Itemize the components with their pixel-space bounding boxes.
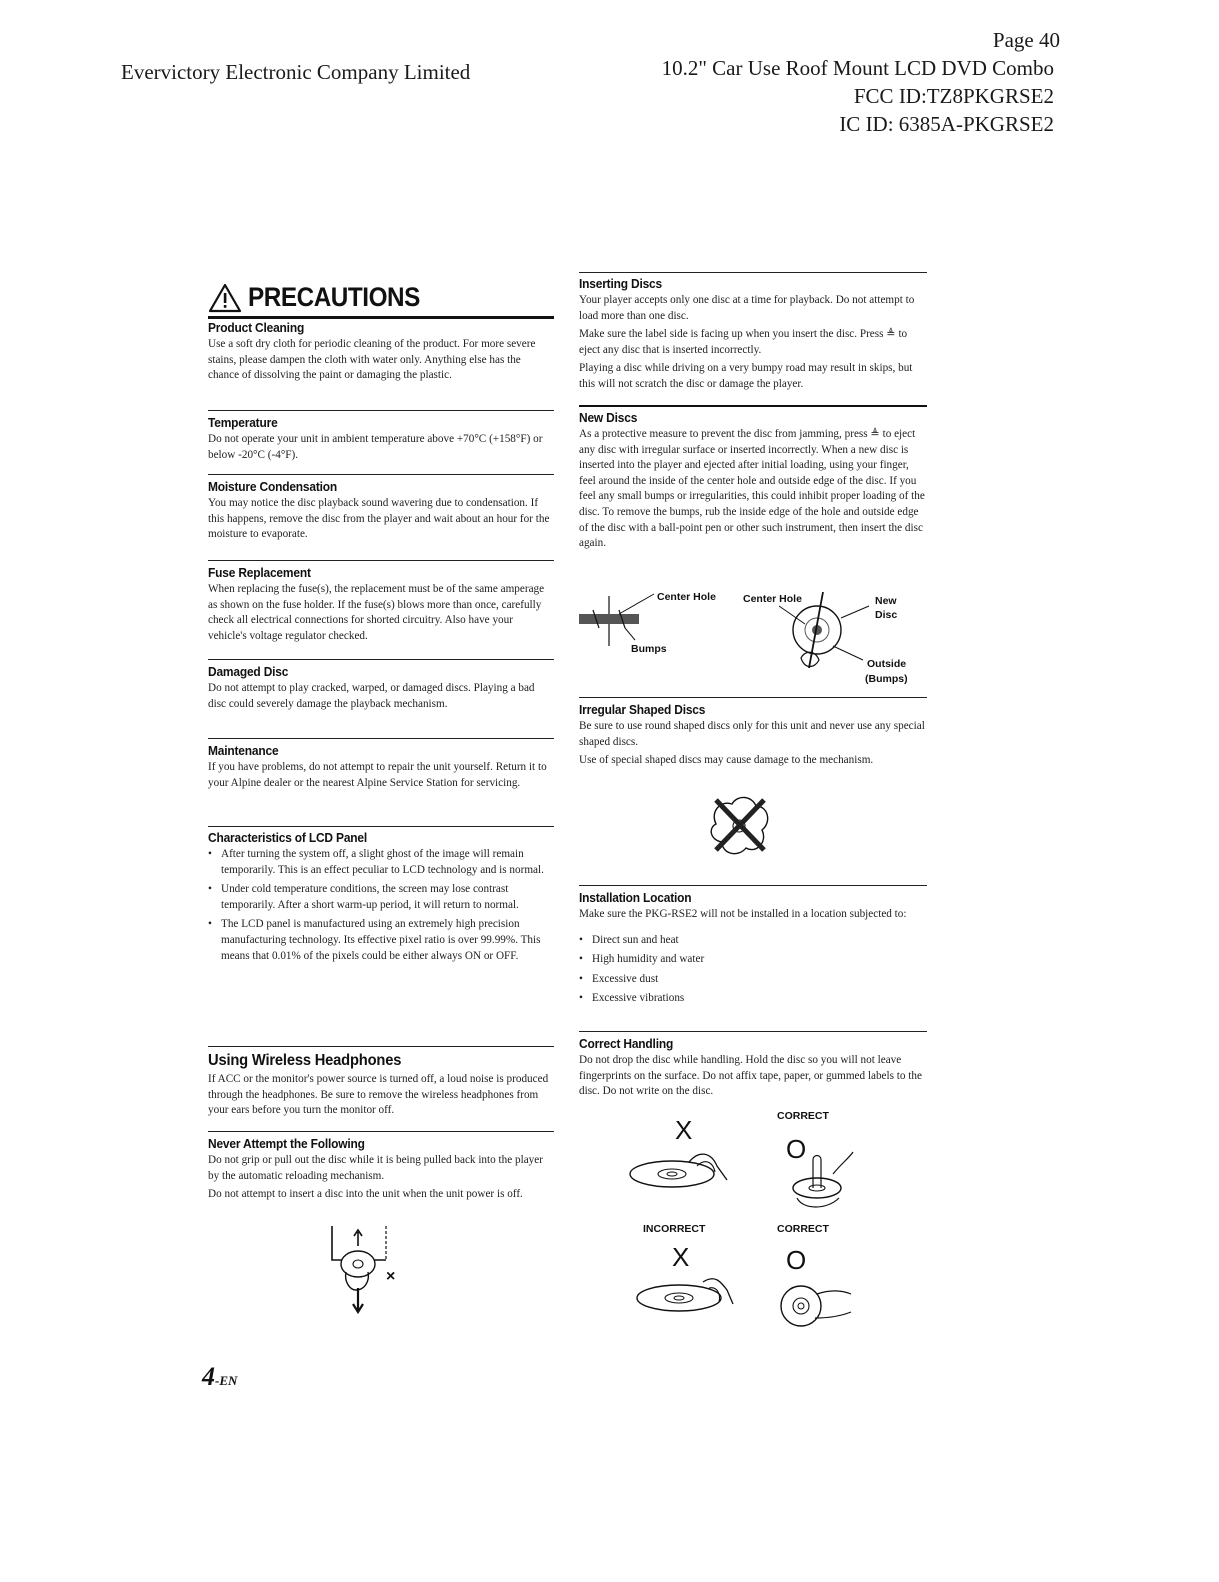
footer-suffix: -EN: [215, 1373, 238, 1388]
x-mark: ×: [386, 1268, 396, 1285]
section-heading: Temperature: [208, 415, 278, 430]
section-new-discs: [579, 410, 927, 552]
section-heading: Product Cleaning: [208, 320, 305, 335]
divider: [579, 885, 927, 886]
divider: [579, 1031, 927, 1032]
section-maintenance: [208, 743, 554, 791]
correct-o-mark: O: [786, 1134, 807, 1164]
divider: [208, 1046, 554, 1047]
section-fuse-replacement: [208, 565, 554, 644]
section-text: If ACC or the monitor's power source is turned off, a loud noise is produced through the headphones. Be sure to remove the wireless headphones from your ears before you turn the monitor off.: [208, 1073, 549, 1117]
precautions-title: [208, 282, 439, 313]
section-heading: Inserting Discs: [579, 276, 662, 291]
list-item: • Excessive vibrations: [579, 991, 927, 1007]
section-damaged-disc: [208, 664, 554, 712]
new-label: New: [875, 595, 897, 607]
section-text: You may notice the disc playback sound wavering due to condensation. If this happens, remove the disc from the player and wait about an hour for the moisture to evaporate.: [208, 497, 550, 541]
list-item: • High humidity and water: [579, 952, 927, 968]
page-title: PRECAUTIONS: [248, 282, 420, 312]
bumps-paren-label: (Bumps): [865, 673, 908, 685]
correct-label: CORRECT: [777, 1110, 829, 1122]
correct-label: CORRECT: [777, 1223, 829, 1235]
section-installation-location: [579, 890, 927, 1011]
page-footer-number: [202, 1362, 237, 1392]
center-hole-label: Center Hole: [743, 593, 802, 605]
installation-list: [579, 933, 927, 1007]
divider: [208, 659, 554, 660]
list-item: • After turning the system off, a slight ghost of the image will remain temporarily. This is an effect peculiar to LCD technology and is normal.: [208, 847, 554, 878]
list-item: • Excessive dust: [579, 972, 927, 988]
center-hole-label: Center Hole: [657, 591, 716, 603]
divider: [579, 272, 927, 273]
section-text: When replacing the fuse(s), the replacement must be of the same amperage as shown on the fuse holder. If the fuse(s) blows more than once, carefully check all electrical connections for shorted circuitry. Also have your vehicle's voltage regulator checked.: [208, 583, 545, 642]
section-text: Do not operate your unit in ambient temperature above +70°C (+158°F) or below -20°C (-4°F).: [208, 433, 543, 461]
page-number: Page 40: [992, 28, 1060, 52]
product-title: 10.2" Car Use Roof Mount LCD DVD Combo: [661, 56, 1054, 80]
section-text: Make sure the label side is facing up when you insert the disc. Press ≜ to eject any disc that is inserted incorrectly.: [579, 328, 908, 356]
section-text: Use a soft dry cloth for periodic cleaning of the product. For more severe stains, please dampen the cloth with water only. Anything else has the chance of dissolving the paint or damaging the plastic.: [208, 338, 536, 382]
document-header-right: [661, 26, 1060, 138]
divider: [579, 697, 927, 698]
irregular-disc-crossed-icon: [704, 790, 774, 860]
section-text: Playing a disc while driving on a very bumpy road may result in skips, but this will not scratch the disc or damage the player.: [579, 362, 913, 390]
incorrect-x-mark: X: [672, 1242, 690, 1272]
section-text: Do not grip or pull out the disc while it is being pulled back into the player by the automatic reloading mechanism.: [208, 1154, 543, 1182]
divider: [579, 405, 927, 407]
section-text: Do not attempt to insert a disc into the unit when the unit power is off.: [208, 1188, 523, 1201]
section-heading: Using Wireless Headphones: [208, 1052, 402, 1069]
incorrect-x-mark: X: [675, 1115, 693, 1145]
outside-label: Outside: [867, 658, 907, 670]
section-never-attempt: [208, 1136, 554, 1203]
section-wireless-headphones: [208, 1052, 554, 1119]
section-heading: Damaged Disc: [208, 664, 289, 679]
divider: [208, 560, 554, 561]
list-item: • The LCD panel is manufactured using an extremely high precision manufacturing technology. Its effective pixel ratio is over 99.99%. This means that 0.01% of the pixels could be either always ON or OFF.: [208, 917, 554, 964]
disc-handling-illustration-top: [627, 1144, 857, 1214]
section-heading: Fuse Replacement: [208, 565, 311, 580]
divider: [208, 1131, 554, 1132]
list-item: • Under cold temperature conditions, the screen may lose contrast temporarily. After a short warm-up period, it will return to normal.: [208, 882, 554, 913]
section-temperature: [208, 415, 554, 463]
section-irregular-discs: [579, 702, 927, 769]
section-moisture-condensation: [208, 479, 554, 543]
section-heading: Moisture Condensation: [208, 479, 338, 494]
section-text: If you have problems, do not attempt to repair the unit yourself. Return it to your Alpine dealer or the nearest Alpine Service Station for servicing.: [208, 761, 547, 789]
lcd-list: [208, 847, 554, 964]
section-text: Be sure to use round shaped discs only for this unit and never use any special shaped discs.: [579, 720, 925, 748]
list-item: • Direct sun and heat: [579, 933, 927, 949]
section-heading: Maintenance: [208, 743, 279, 758]
section-lcd-characteristics: [208, 830, 554, 968]
section-heading: Irregular Shaped Discs: [579, 702, 706, 717]
section-heading: New Discs: [579, 410, 638, 425]
warning-triangle-icon: [208, 283, 242, 313]
section-heading: Installation Location: [579, 890, 692, 905]
correct-o-mark: O: [786, 1245, 807, 1275]
title-divider: [208, 316, 554, 319]
section-text: As a protective measure to prevent the disc from jamming, press ≜ to eject any disc with irregular surface or inserted incorrectly. When a new disc is inserted into the player and ejected after initial loading, using your finger, feel around the inside of the center hole and outside edge of the disc. If you feel any small bumps or irregularities, this could inhibit proper loading of the disc. To remove the bumps, rub the inside edge of the hole and outside edge of the disc with a ball-point pen or other such instrument, then insert the disc again.: [579, 428, 925, 550]
section-heading: Never Attempt the Following: [208, 1136, 365, 1151]
section-heading: Characteristics of LCD Panel: [208, 830, 368, 845]
bumps-label: Bumps: [631, 643, 667, 655]
disc-label: Disc: [875, 609, 898, 621]
footer-page-number: 4: [202, 1362, 215, 1391]
disc-handling-illustration-bottom: [623, 1268, 863, 1332]
fcc-id: FCC ID:TZ8PKGRSE2: [853, 84, 1054, 108]
company-name: Evervictory Electronic Company Limited: [121, 60, 471, 84]
ic-id: IC ID: 6385A-PKGRSE2: [839, 112, 1054, 136]
divider: [208, 738, 554, 739]
incorrect-label: INCORRECT: [643, 1223, 706, 1235]
section-text: Do not drop the disc while handling. Hold the disc so you will not leave fingerprints on the surface. Do not affix tape, paper, or gummed labels to the disc. Do not write on the disc.: [579, 1054, 922, 1098]
section-text: Use of special shaped discs may cause damage to the mechanism.: [579, 754, 874, 767]
section-correct-handling: [579, 1036, 927, 1100]
divider: [208, 826, 554, 827]
section-heading: Correct Handling: [579, 1036, 674, 1051]
section-inserting-discs: [579, 276, 927, 393]
section-product-cleaning: [208, 320, 554, 384]
divider: [208, 410, 554, 411]
section-text: Make sure the PKG-RSE2 will not be installed in a location subjected to:: [579, 908, 907, 920]
section-text: Your player accepts only one disc at a time for playback. Do not attempt to load more than one disc.: [579, 294, 915, 322]
section-text: Do not attempt to play cracked, warped, or damaged discs. Playing a bad disc could severely damage the playback mechanism.: [208, 682, 535, 710]
divider: [208, 474, 554, 475]
